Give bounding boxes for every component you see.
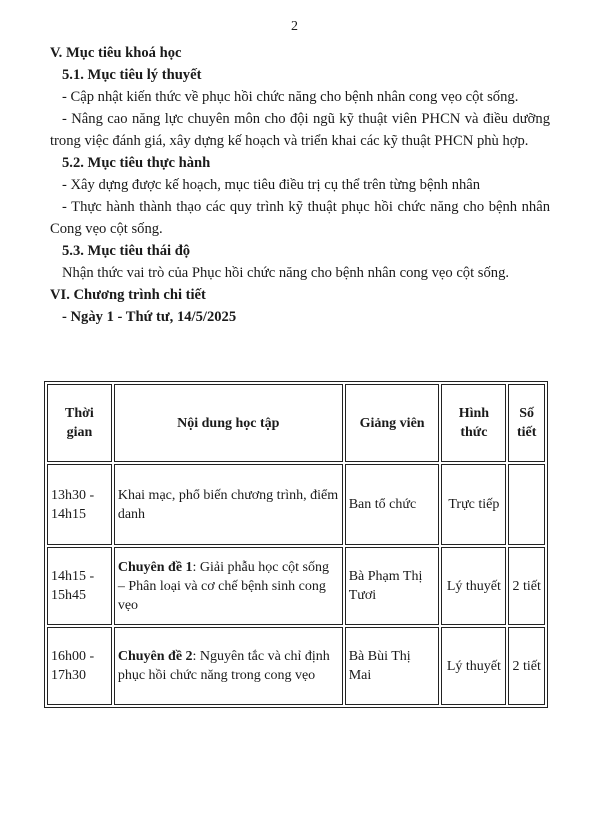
cell-periods bbox=[508, 464, 545, 545]
table-row bbox=[47, 547, 545, 625]
schedule-table bbox=[44, 381, 548, 708]
header-periods: Số tiết bbox=[508, 384, 545, 462]
cell-time: 16h00 - 17h30 bbox=[47, 627, 112, 705]
theory-item: - Cập nhật kiến thức về phục hồi chức năng cho bệnh nhân cong vẹo cột sống. bbox=[62, 89, 519, 105]
content-text: Khai mạc, phổ biến chương trình, điểm danh bbox=[117, 487, 339, 522]
section-v-title: V. Mục tiêu khoá học bbox=[50, 45, 182, 61]
table-row bbox=[47, 627, 545, 705]
table-row bbox=[47, 464, 545, 545]
cell-time: 14h15 - 15h45 bbox=[47, 547, 112, 625]
cell-periods: 2 tiết bbox=[508, 547, 545, 625]
cell-teacher: Bà Bùi Thị Mai bbox=[345, 627, 440, 705]
section-vi-title: VI. Chương trình chi tiết bbox=[50, 287, 206, 303]
content-topic: Chuyên đề 2 bbox=[117, 649, 193, 664]
page-number: 2 bbox=[291, 19, 298, 34]
cell-time: 13h30 - 14h15 bbox=[47, 464, 112, 545]
practice-item: - Xây dựng được kế hoạch, mục tiêu điều trị cụ thể trên từng bệnh nhân bbox=[62, 177, 481, 193]
document-body bbox=[50, 42, 550, 328]
practice-title: 5.2. Mục tiêu thực hành bbox=[62, 155, 211, 171]
practice-item: - Thực hành thành thạo các quy trình kỹ thuật phục hồi chức năng cho bệnh nhân Cong vẹo cột sống. bbox=[50, 199, 550, 237]
content-text: : Nguyên tắc và chỉ định phục hồi chức năng trong cong vẹo bbox=[117, 649, 330, 683]
theory-title: 5.1. Mục tiêu lý thuyết bbox=[62, 67, 202, 83]
cell-content bbox=[114, 627, 343, 705]
cell-content bbox=[114, 547, 343, 625]
theory-item: - Nâng cao năng lực chuyên môn cho đội ngũ kỹ thuật viên PHCN và điều dưỡng trong việc đánh giá, xây dựng kế hoạch và triển khai các kỹ thuật PHCN phù hợp. bbox=[50, 111, 550, 149]
header-form: Hình thức bbox=[441, 384, 506, 462]
cell-teacher: Bà Phạm Thị Tươi bbox=[345, 547, 440, 625]
cell-periods: 2 tiết bbox=[508, 627, 545, 705]
day-heading: - Ngày 1 - Thứ tư, 14/5/2025 bbox=[62, 309, 237, 325]
table-header-row bbox=[47, 384, 545, 462]
header-content: Nội dung học tập bbox=[114, 384, 343, 462]
cell-form: Lý thuyết bbox=[441, 627, 506, 705]
header-time: Thời gian bbox=[47, 384, 112, 462]
content-topic: Chuyên đề 1 bbox=[117, 559, 193, 575]
cell-teacher: Ban tổ chức bbox=[345, 464, 440, 545]
cell-form: Lý thuyết bbox=[441, 547, 506, 625]
header-teacher: Giảng viên bbox=[345, 384, 440, 462]
cell-content bbox=[114, 464, 343, 545]
cell-form: Trực tiếp bbox=[441, 464, 506, 545]
attitude-title: 5.3. Mục tiêu thái độ bbox=[62, 243, 191, 259]
content-text: : Giải phẫu học cột sống – Phân loại và cơ chế bệnh sinh cong vẹo bbox=[117, 559, 330, 613]
attitude-item: Nhận thức vai trò của Phục hồi chức năng cho bệnh nhân cong vẹo cột sống. bbox=[62, 265, 510, 281]
